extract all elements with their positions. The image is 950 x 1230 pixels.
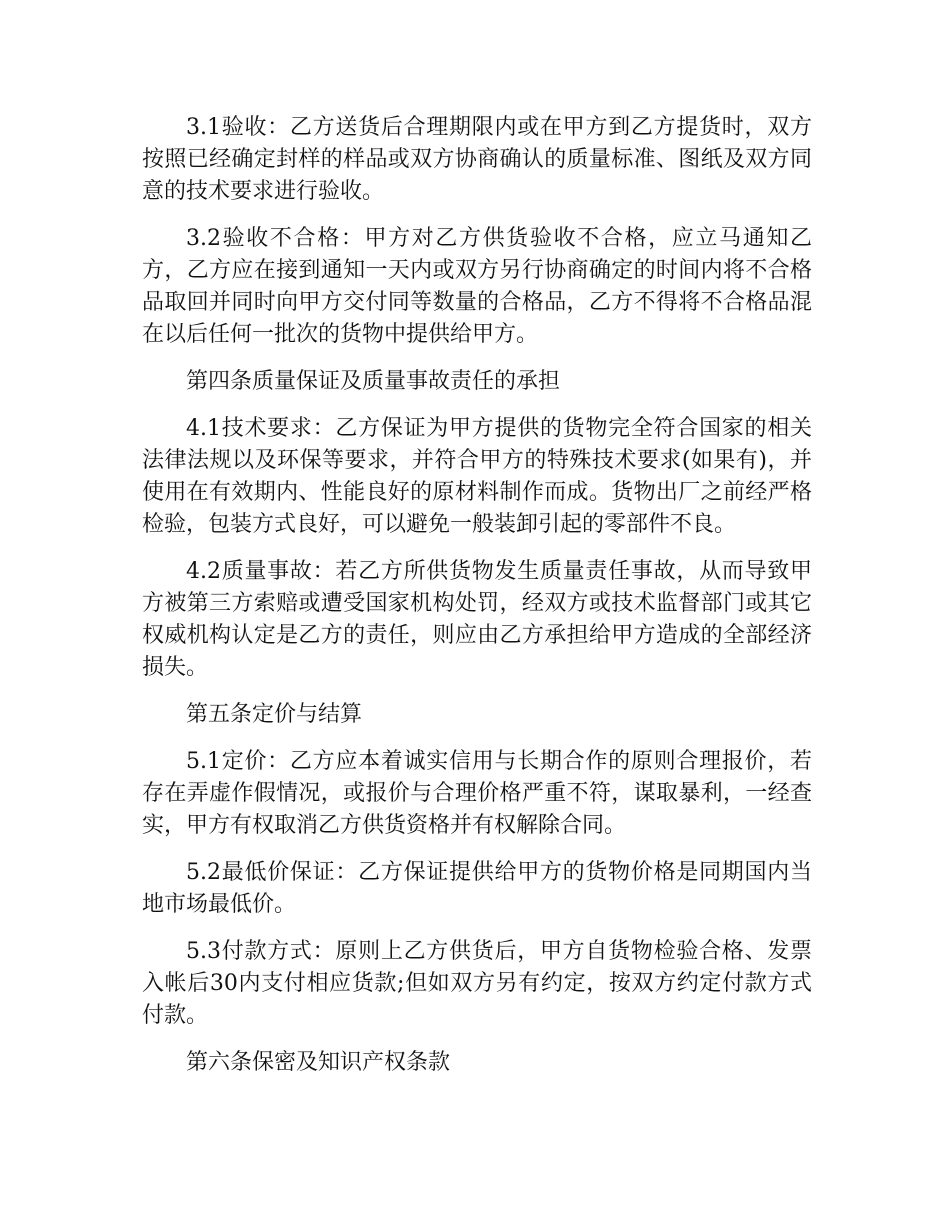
clause-3-1-paragraph: 3.1验收：乙方送货后合理期限内或在甲方到乙方提货时，双方按照已经确定封样的样品或双方协商确认的质量标准、图纸及双方同意的技术要求进行验收。 bbox=[142, 115, 812, 204]
clause-5-3-paragraph: 5.3付款方式：原则上乙方供货后，甲方自货物检验合格、发票入帐后30内支付相应货款;但如双方另有约定，按双方约定付款方式付款。 bbox=[142, 939, 812, 1028]
clause-4-2-paragraph: 4.2质量事故：若乙方所供货物发生质量责任事故，从而导致甲方被第三方索赔或遭受国家机构处罚，经双方或技术监督部门或其它权威机构认定是乙方的责任，则应由乙方承担给甲方造成的全部经济损失。 bbox=[142, 559, 812, 680]
clause-5-1-paragraph: 5.1定价：乙方应本着诚实信用与长期合作的原则合理报价，若存在弄虚作假情况，或报价与合理价格严重不符，谋取暴利，一经查实，甲方有权取消乙方供货资格并有权解除合同。 bbox=[142, 749, 812, 838]
article-4-heading: 第四条质量保证及质量事故责任的承担 bbox=[186, 369, 561, 394]
article-5-heading: 第五条定价与结算 bbox=[186, 702, 363, 727]
clause-5-2-paragraph: 5.2最低价保证：乙方保证提供给甲方的货物价格是同期国内当地市场最低价。 bbox=[142, 860, 812, 917]
clause-4-1-paragraph: 4.1技术要求：乙方保证为甲方提供的货物完全符合国家的相关法律法规以及环保等要求，并符合甲方的特殊技术要求(如果有)，并使用在有效期内、性能良好的原材料制作而成。货物出厂之前经严格检验，包装方式良好，可以避免一般装卸引起的零部件不良。 bbox=[142, 416, 812, 537]
clause-3-2-paragraph: 3.2验收不合格：甲方对乙方供货验收不合格，应立马通知乙方，乙方应在接到通知一天内或双方另行协商确定的时间内将不合格品取回并同时向甲方交付同等数量的合格品，乙方不得将不合格品混在以后任何一批次的货物中提供给甲方。 bbox=[142, 226, 812, 347]
article-6-heading: 第六条保密及知识产权条款 bbox=[186, 1050, 451, 1075]
document-body bbox=[142, 112, 812, 1094]
